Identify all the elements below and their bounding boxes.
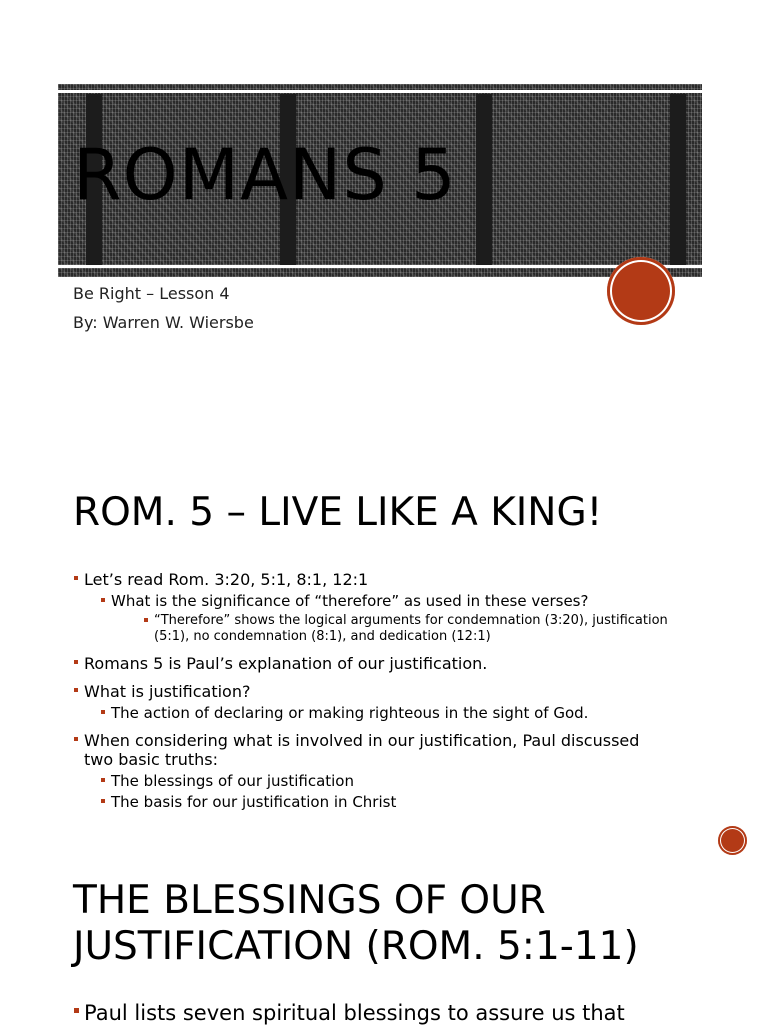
title-slide: [0, 0, 768, 430]
decorative-circle: [718, 826, 747, 855]
decorative-circle: [607, 257, 675, 325]
list-item-text: Let’s read Rom. 3:20, 5:1, 8:1, 12:1: [84, 570, 369, 589]
list-item-text: Romans 5 is Paul’s explanation of our justification.: [84, 654, 488, 673]
list-item: [73, 570, 673, 645]
banner-top-line: [58, 90, 702, 93]
subtitle-line: By: Warren W. Wiersbe: [73, 313, 254, 332]
list-item-text: The basis for our justification in Christ: [111, 793, 397, 811]
list-item: [84, 793, 673, 811]
section-heading: THE BLESSINGS OF OUR JUSTIFICATION (ROM. 5:1-11): [73, 878, 639, 969]
slide-title: ROMANS 5: [73, 134, 457, 216]
list-item: [73, 654, 673, 673]
list-item: [84, 704, 673, 722]
section-heading: ROM. 5 – LIVE LIKE A KING!: [73, 490, 603, 535]
list-item-text: The blessings of our justification: [111, 772, 354, 790]
list-item-text: What is justification?: [84, 682, 251, 701]
list-item: Paul lists seven spiritual blessings to assure us that: [73, 1000, 625, 1026]
list-item-text: The action of declaring or making righteous in the sight of God.: [111, 704, 589, 722]
list-item: [73, 731, 673, 811]
list-item-text: What is the significance of “therefore” as used in these verses?: [111, 592, 589, 610]
list-item: [84, 772, 673, 790]
list-item: [84, 592, 673, 645]
list-item: [111, 613, 673, 645]
list-item-text: “Therefore” shows the logical arguments for condemnation (3:20), justification (5:1), no condemnation (8:1), and dedication (12:1): [154, 613, 668, 644]
list-item-text: When considering what is involved in our justification, Paul discussed two basic truths:: [84, 731, 640, 769]
banner-stripe: [670, 94, 686, 267]
subtitle-line: Be Right – Lesson 4: [73, 284, 230, 303]
banner-stripe: [476, 94, 492, 267]
bullet-list: [73, 570, 673, 820]
list-item: [73, 682, 673, 722]
slide-subtitle: [73, 279, 254, 337]
banner-bottom-line: [58, 265, 702, 268]
